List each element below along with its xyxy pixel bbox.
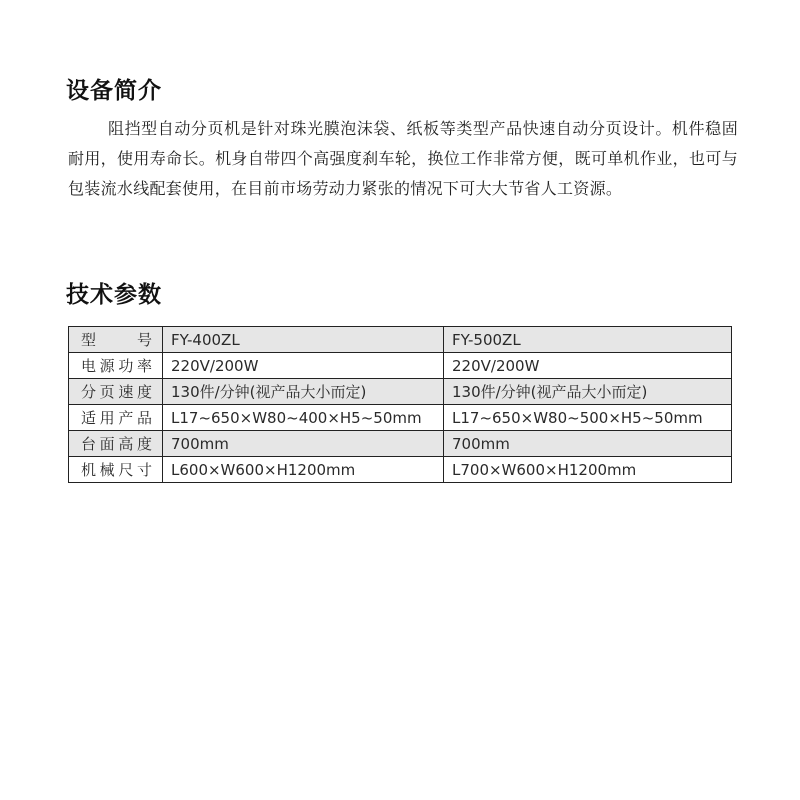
spec-title: 技术参数	[66, 282, 162, 308]
spec-label: 机械尺寸	[69, 457, 163, 483]
spec-label: 适用产品	[69, 405, 163, 431]
spec-row-products	[69, 405, 732, 431]
spec-value-500: 130件/分钟(视产品大小而定)	[444, 379, 732, 405]
spec-value-500: 700mm	[444, 431, 732, 457]
spec-row-table-height	[69, 431, 732, 457]
spec-value-500: L700×W600×H1200mm	[444, 457, 732, 483]
spec-label: 台面高度	[69, 431, 163, 457]
spec-value-400: 220V/200W	[163, 353, 444, 379]
spec-table	[68, 326, 732, 483]
spec-value-500: FY-500ZL	[444, 327, 732, 353]
spec-row-dimensions	[69, 457, 732, 483]
intro-title: 设备简介	[66, 78, 162, 104]
spec-label: 型 号	[69, 327, 163, 353]
spec-value-400: 130件/分钟(视产品大小而定)	[163, 379, 444, 405]
spec-value-400: 700mm	[163, 431, 444, 457]
spec-label: 电源功率	[69, 353, 163, 379]
spec-label: 分页速度	[69, 379, 163, 405]
intro-paragraph: 阻挡型自动分页机是针对珠光膜泡沫袋、纸板等类型产品快速自动分页设计。机件稳固耐用，使用寿命长。机身自带四个高强度刹车轮，换位工作非常方便，既可单机作业，也可与包装流水线配套使用，在目前市场劳动力紧张的情况下可大大节省人工资源。	[68, 119, 738, 198]
spec-value-500: 220V/200W	[444, 353, 732, 379]
spec-row-power	[69, 353, 732, 379]
spec-row-model	[69, 327, 732, 353]
spec-value-500: L17~650×W80~500×H5~50mm	[444, 405, 732, 431]
spec-value-400: FY-400ZL	[163, 327, 444, 353]
spec-value-400: L600×W600×H1200mm	[163, 457, 444, 483]
spec-value-400: L17~650×W80~400×H5~50mm	[163, 405, 444, 431]
spec-row-speed	[69, 379, 732, 405]
